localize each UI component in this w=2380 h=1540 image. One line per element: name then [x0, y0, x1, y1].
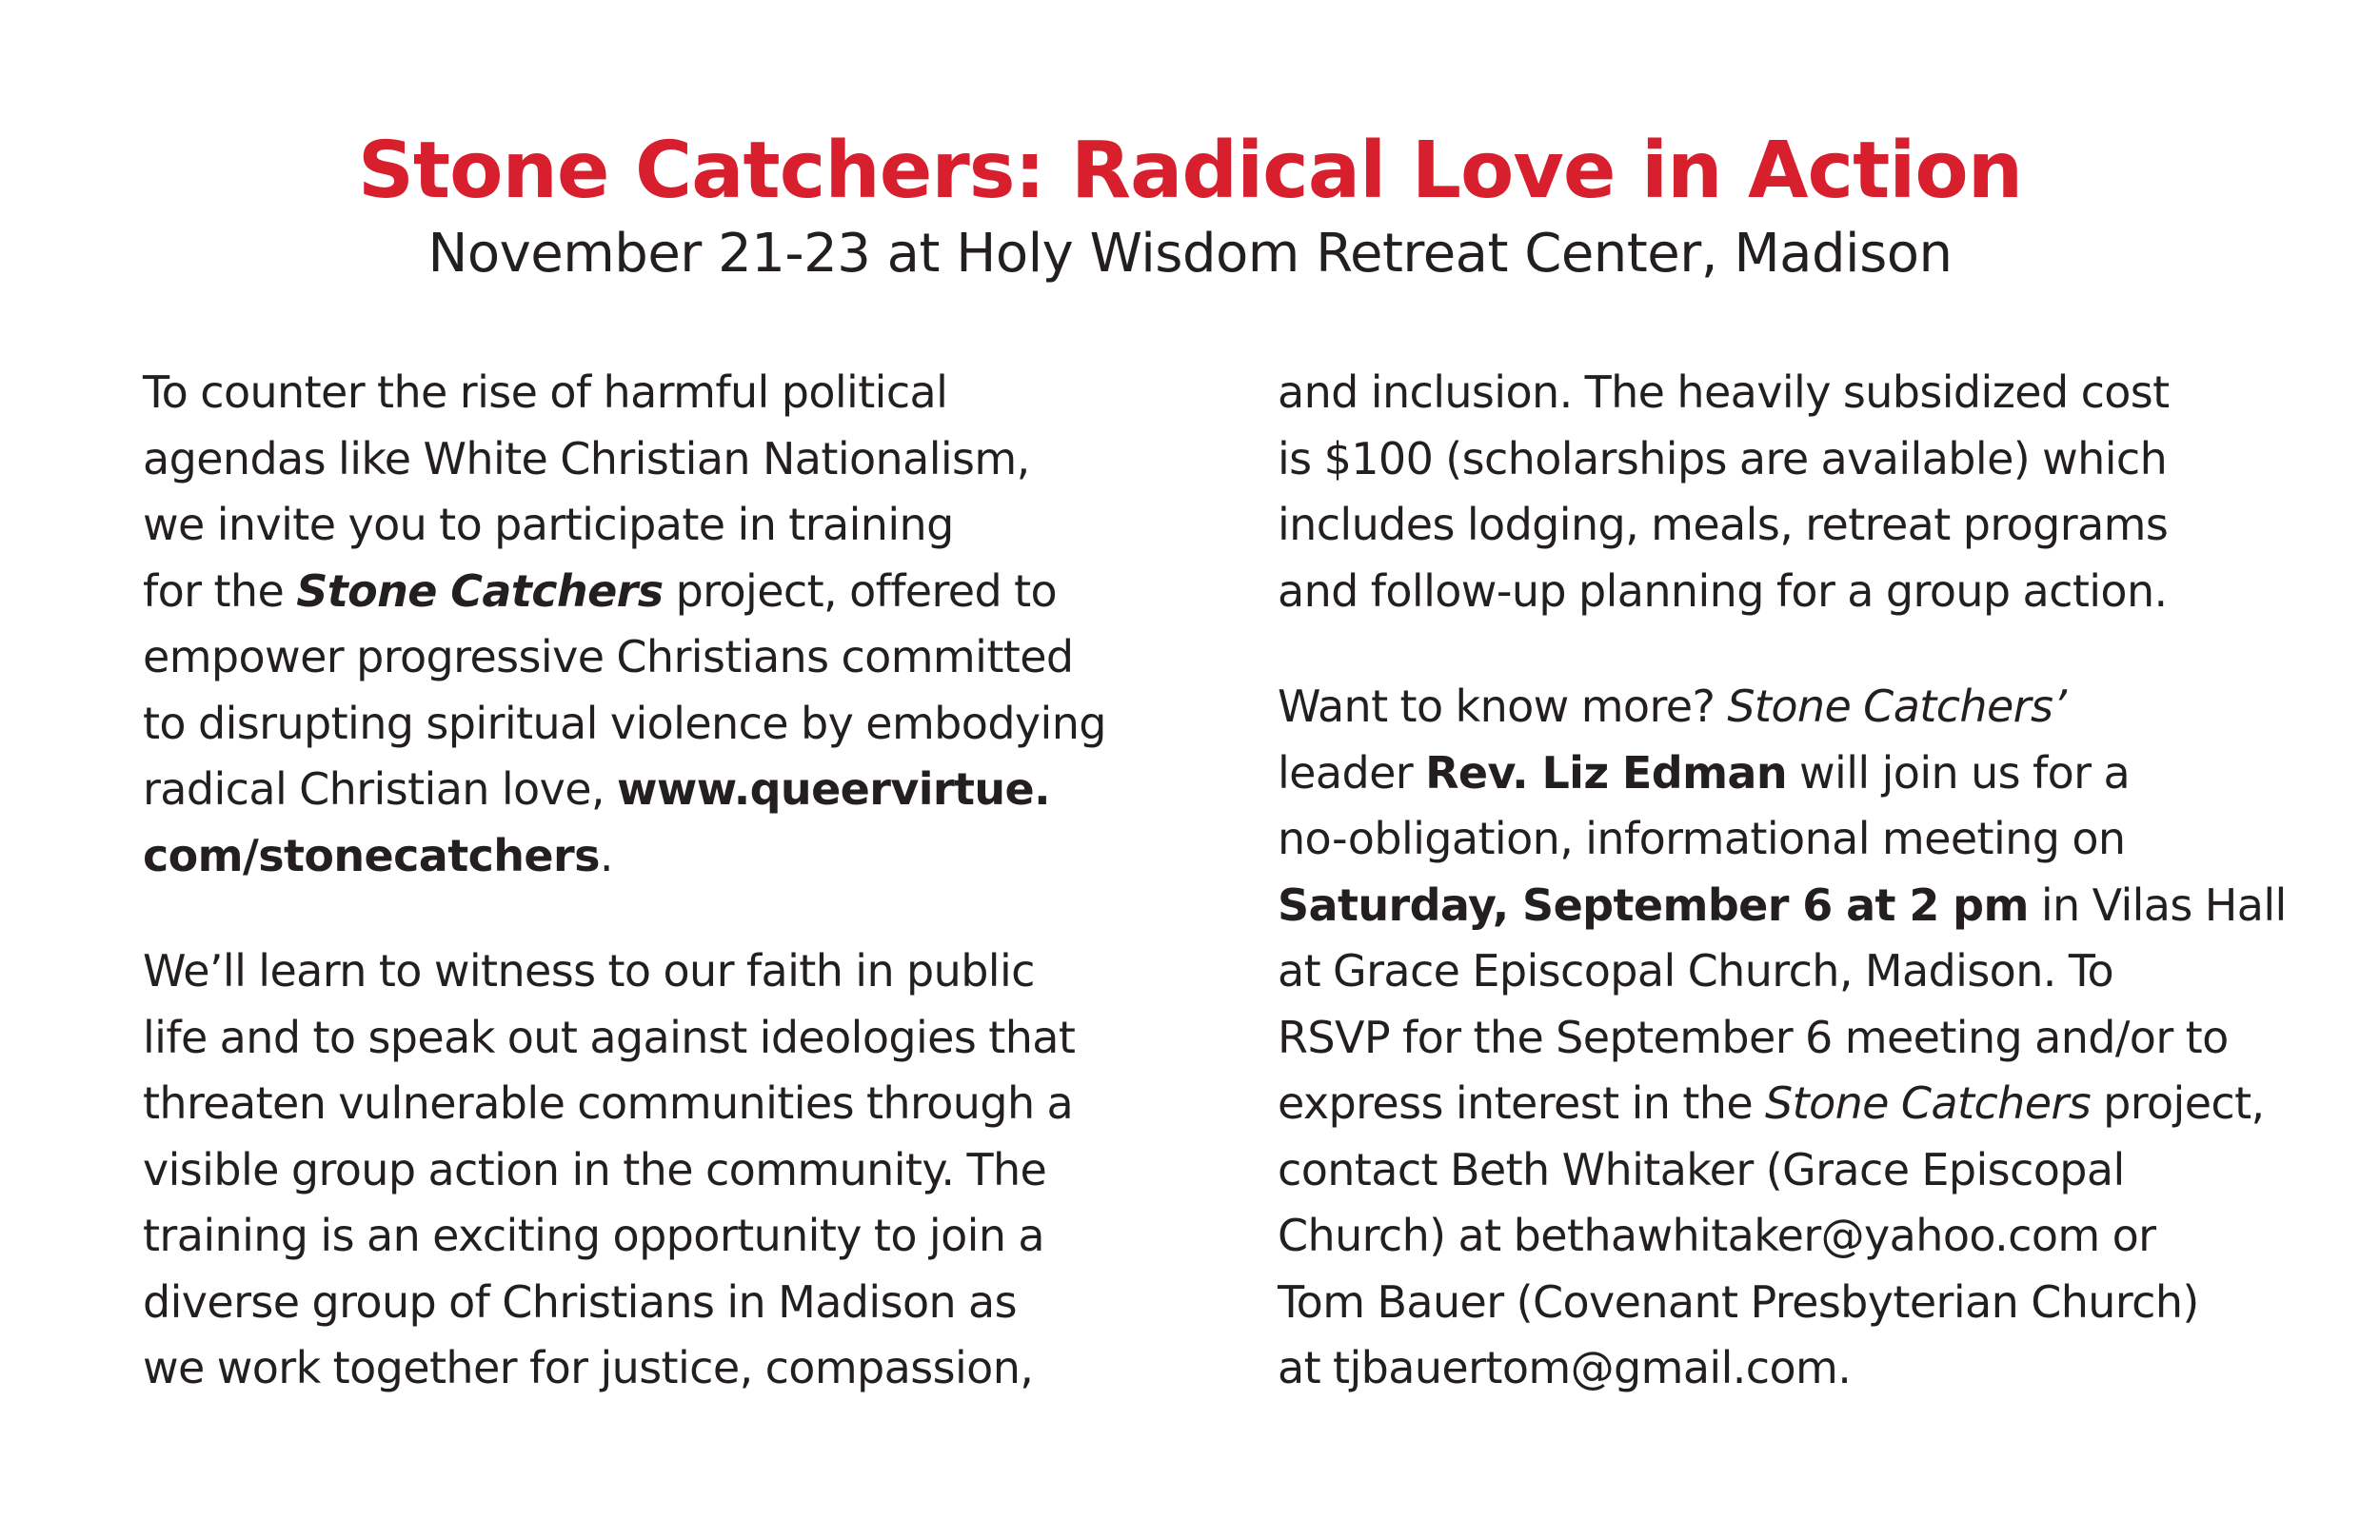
text-line: to disrupting spiritual violence by embodying [143, 697, 1106, 749]
cost-paragraph [1278, 360, 2380, 624]
text-line: at Grace Episcopal Church, Madison. To [1278, 945, 2114, 997]
text-line [143, 559, 1247, 625]
leader-name: Rev. Liz Edman [1425, 746, 1787, 799]
text-line: Tom Bauer (Covenant Presbyterian Church) [1278, 1275, 2199, 1328]
text-fragment: for the [143, 564, 297, 617]
text-fragment: radical Christian love, [143, 763, 617, 815]
flyer-subtitle: November 21-23 at Holy Wisdom Retreat Center, Madison [427, 223, 1953, 285]
text-line: and inclusion. The heavily subsidized cost [1278, 366, 2170, 418]
contact-email-line: Church) at bethawhitaker@yahoo.com or [1278, 1210, 2156, 1261]
text-line: is $100 (scholarships are available) which [1278, 432, 2168, 484]
meeting-date: Saturday, September 6 at 2 pm [1278, 879, 2029, 931]
text-line: no-obligation, informational meeting on [1278, 813, 2126, 864]
text-line: training is an exciting opportunity to join a [143, 1210, 1045, 1261]
text-line: and follow-up planning for a group action. [1278, 564, 2168, 617]
text-line [1278, 1071, 2380, 1137]
text-line: we invite you to participate in training [143, 499, 954, 550]
text-line: we work together for justice, compassion, [143, 1342, 1034, 1393]
flyer-title: Stone Catchers: Radical Love in Action [357, 126, 2023, 216]
text-line: We’ll learn to witness to our faith in public [143, 945, 1035, 997]
text-line [1278, 674, 2380, 740]
text-line: RSVP for the September 6 meeting and/or to [1278, 1011, 2229, 1063]
text-line: includes lodging, meals, retreat programs [1278, 499, 2169, 550]
text-fragment: leader [1278, 746, 1426, 799]
text-line [143, 823, 1247, 890]
text-line: contact Beth Whitaker (Grace Episcopal [1278, 1143, 2125, 1195]
website-link-part1: www.queervirtue. [616, 763, 1050, 815]
project-name-italic: Stone Catchers [1765, 1077, 2092, 1129]
text-fragment: express interest in the [1278, 1077, 1766, 1129]
text-line: life and to speak out against ideologies that [143, 1011, 1076, 1063]
right-column [1278, 360, 2380, 1402]
text-line [143, 757, 1247, 823]
text-fragment: project, [2091, 1077, 2265, 1129]
project-name-emphasis: Stone Catchers [296, 564, 664, 617]
text-line: agendas like White Christian Nationalism, [143, 432, 1030, 484]
text-fragment: project, offered to [663, 564, 1058, 617]
text-line: threaten vulnerable communities through a [143, 1077, 1074, 1129]
text-line [1278, 740, 2380, 807]
text-line [1278, 873, 2380, 939]
text-line: visible group action in the community. The [143, 1143, 1047, 1195]
text-line: To counter the rise of harmful political [143, 366, 948, 418]
intro-paragraph [143, 360, 1247, 889]
project-name-italic: Stone Catchers’ [1727, 681, 2067, 732]
meeting-paragraph [1278, 674, 2380, 1402]
text-line: empower progressive Christians committed [143, 631, 1074, 682]
flyer-header [0, 124, 2380, 289]
left-column [143, 360, 1247, 1402]
text-fragment: in Vilas Hall [2028, 879, 2287, 931]
contact-email-line: at tjbauertom@gmail.com. [1278, 1342, 1852, 1393]
witness-paragraph [143, 938, 1247, 1402]
website-link-part2: com/stonecatchers [143, 829, 600, 881]
text-fragment: Want to know more? [1278, 681, 1728, 732]
text-fragment: . [599, 829, 613, 881]
text-fragment: will join us for a [1787, 746, 2131, 799]
text-line: diverse group of Christians in Madison as [143, 1275, 1018, 1328]
